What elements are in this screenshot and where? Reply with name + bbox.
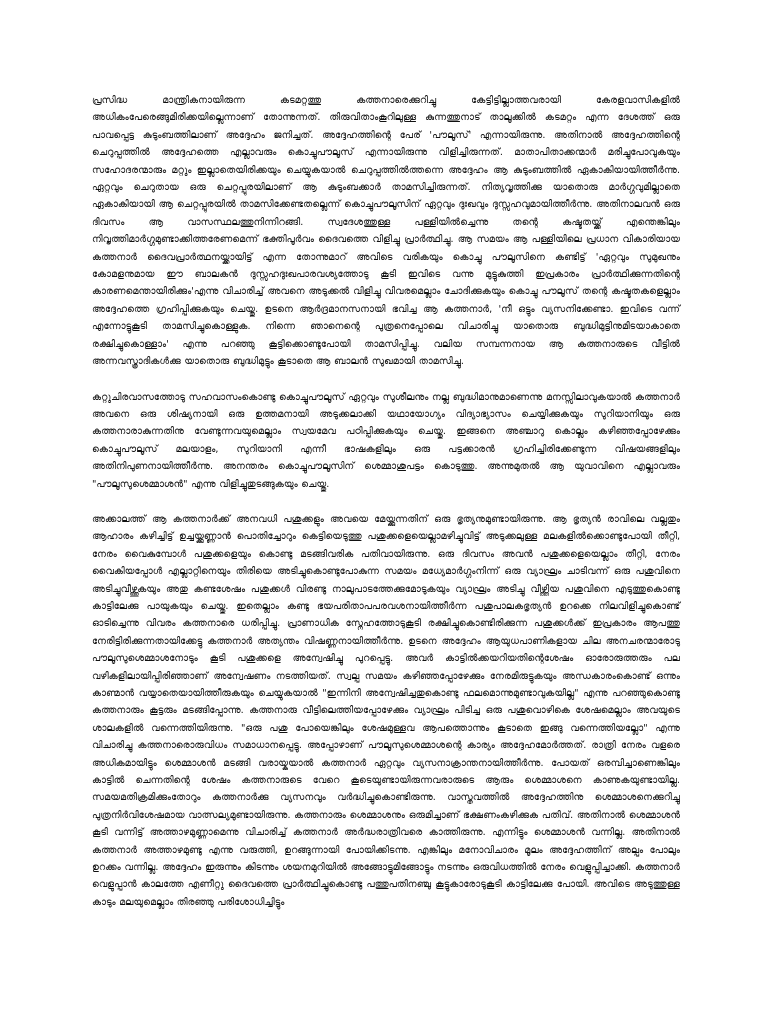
paragraph-1: പ്രസിദ്ധ മാന്ത്രികനായിരുന്ന കടമറ്റത്തു കത്തനാരെക്കുറിച്ചു കേട്ടിട്ടില്ലാത്തവരായി കേരളവാസികളിൽ അധികംപേരെങ്ങുമിരിക്കയില്ലെന്നാണ് തോന്നുന്നത്. തിരുവിതാംകൂറിലുള്ള കുന്നത്തുനാട് താലൂക്കിൽ കടമറ്റം എന്ന ദേശത്ത് ഒരു പാവപ്പെട്ട കുടുംബത്തിലാണ് അദ്ദേഹം ജനിച്ചത്. അദ്ദേഹത്തിന്റെ പേര് 'പൗലൂസ്' എന്നായിരുന്നു. അതിനാൽ അദ്ദേഹത്തിന്റെ ചെറുപ്പത്തിൽ അദ്ദേഹത്തെ എല്ലാവരും കൊച്ചുപൗലൂസ് എന്നായിരുന്നു വിളിച്ചിരുന്നത്. മാതാപിതാക്കന്മാർ മരിച്ചുപോവുകയും സഹോദരന്മാരും മറ്റും ഇല്ലാതെയിരിക്കയും ചെയ്യുകയാൽ ചെറുപ്പത്തിൽത്തന്നെ അദ്ദേഹം ആ കുടുംബത്തിൽ ഏകാകിയായിത്തീർന്നു. ഏറ്റവും ചെറുതായ ഒരു ചെറ്റപ്പുരയിലാണ് ആ കുടുംബക്കാർ താമസിച്ചിരുന്നത്. നിത്യവൃത്തിക്കു യാതൊരു മാർഗ്ഗവുമില്ലാതെ ഏകാകിയായി ആ ചെറ്റപ്പുരയിൽ താമസിക്കേണ്ടതല്ലെന്ന് കൊച്ചുപൗലൂസിന് ഏറ്റവും ദുഃഖവും ദുസ്സഹവുമായിത്തീർന്നു. അതിനാലവൻ ഒരു ദിവസം ആ വാസസ്ഥലത്തുനിന്നിറങ്ങി. സ്വദേശത്തുള്ള പള്ളിയിൽച്ചെന്നു തന്റെ കഷ്ടതയ്ക്ക് എന്തെങ്കിലും നിവൃത്തിമാർഗ്ഗമുണ്ടാക്കിത്തരേണമെന്ന് ഭക്തിപൂർവം ദൈവത്തെ വിളിച്ചു പ്രാർത്ഥിച്ചു. ആ സമയം ആ പള്ളിയിലെ പ്രധാന വികാരിയായ കത്തനാർ ദൈവപ്രാർത്ഥനയ്ക്കായിട്ട് എന്ന തോന്നുമാറ് അവിടെ വരികയും കൊച്ചു പൗലൂസിനെ കണ്ടിട്ട് 'ഏറ്റവും സുമുഖനും കോമളനുമായ ഈ ബാലകൻ ദുസ്സഹദുഃഖപാരവശ്യത്തോടു കൂടി ഇവിടെ വന്നു മുട്ടുകുത്തി ഇപ്രകാരം പ്രാർത്ഥിക്കുന്നതിന്റെ കാരണമെന്തായിരിക്കും'എന്നു വിചാരിച്ച് അവനെ അടുക്കൽ വിളിച്ചു വിവരമെല്ലാം ചോദിക്കുകയും കൊച്ചു പൗലൂസ് തന്റെ കഷ്ടതകളെല്ലാം അദ്ദേഹത്തെ ഗ്രഹിപ്പിക്കുകയും ചെയ്തു. ഉടനെ ആർദ്രമാനസനായി ഭവിച്ച ആ കത്തനാർ, 'നീ ഒട്ടും വ്യസനിക്കേണ്ടാ. ഇവിടെ വന്ന് എന്നോട്ടുകൂടി താമസിച്ചുകൊള്ളുക. നിന്നെ ഞാനെന്റെ പുത്രനെപ്പോലെ വിചാരിച്ചു യാതൊരു ബുദ്ധിമുട്ടിനുമിടയാകാതെ രക്ഷിച്ചുകൊള്ളാം' എന്നു പറഞ്ഞു കൂട്ടിക്കൊണ്ടുപോയി താമസിപ്പിച്ചു. വലിയ സമ്പന്നനായ ആ കത്തനാരുടെ വീട്ടിൽ അന്നവസ്ത്രാദികൾക്കു യാതൊരു ബുദ്ധിമുട്ടും കൂടാതെ ആ ബാലൻ സുഖമായി താമസിച്ചു. — [92, 95, 680, 368]
document-page — [92, 92, 680, 911]
paragraph-2: കറ്റുചിരവാസത്തോടു സഹവാസംകൊണ്ടു കൊച്ചുപൗലൂസ് ഏറ്റവും സുശീലനും നല്ല ബുദ്ധിമാനുമാണെന്നു മനസ്സിലാവുകയാൽ കത്തനാർ അവനെ ഒരു ശിഷ്യനായി ഒരു ഉത്തമനായി അടുക്കലാക്കി യഥായോഗ്യം വിദ്യാഭ്യാസം ചെയ്യിക്കുകയും സുറിയാനിയും ഒരു കത്തനാരാകുന്നതിനു വേണ്ടുന്നവയുമെല്ലാം സ്വയമേവ പഠിപ്പിക്കുകയും ചെയ്തു. ഇങ്ങനെ അഞ്ചാറു കൊല്ലം കഴിഞ്ഞപ്പോഴേക്കും കൊച്ചുപൗലൂസ് മലയാളം, സുറിയാനി എന്നീ ഭാഷകളിലും ഒരു പട്ടക്കാരൻ ഗ്രഹിച്ചിരിക്കേണ്ടുന്ന വിഷയങ്ങളിലും അതിനിപുണനായിത്തീർന്നു. അനന്തരം കൊച്ചുപൗലൂസിന് ശെമ്മാശുപട്ടം കൊടുത്തു. അന്നുമുതൽ ആ യുവാവിനെ എല്ലാവരും "പൗലൂസുശെമ്മാശൻ" എന്നു വിളിച്ചുതുടങ്ങുകയും ചെയ്തു. — [92, 391, 680, 490]
paragraph-3: അക്കാലത്ത് ആ കത്തനാർക്ക് അനവധി പശുക്കളും അവയെ മേയ്ക്കുന്നതിന് ഒരു ഭൃത്യനുമുണ്ടായിരുന്നു. ആ ഭൃത്യൻ രാവിലെ വല്ലതും ആഹാരം കഴിച്ചിട്ട് ഉച്ചയ്ക്കുണ്ണാൻ പൊതിച്ചോറും കെട്ടിയെടുത്തു പശുക്കളെയെല്ലാമഴിച്ചുവിട്ട് അടുക്കലുള്ള മലകളിൽക്കൊണ്ടുപോയി തീറ്റി, നേരം വൈകുമ്പോൾ പശുക്കളെയും കൊണ്ടു മടങ്ങിവരിക പതിവായിരുന്നു. ഒരു ദിവസം അവൻ പശുക്കളെയെല്ലാം തീറ്റി, നേരം വൈകിയപ്പോൾ എല്ലാറ്റിനെയും തിരിയെ അടിച്ചുകൊണ്ടുപോകുന്ന സമയം മധ്യേമാർഗ്ഗംനിന്ന് ഒരു വ്യാഘ്രം ചാടിവന്ന് ഒരു പശുവിനെ അടിച്ചുവീഴ്ത്തുകയും അതു കണ്ടശേഷം പശുക്കൾ വിരണ്ടു നാലുപാടത്തേക്കുമോടുകയും വ്യാഘ്രം അടിച്ചു വീഴ്ത്തിയ പശുവിനെ എടുത്തുകൊണ്ടു കാട്ടിലേക്കു പായുകയും ചെയ്തു. ഇതെല്ലാം കണ്ടു ഭയപരിതാപപരവശനായിത്തീർന്ന പശുപാലകഭൃത്യൻ ഉറക്കെ നിലവിളിച്ചുകൊണ്ട് ഓടിച്ചെന്നു വിവരം കത്തനാരെ ധരിപ്പിച്ചു. പ്രാണാധിക സ്നേഹത്തോടുകൂടി രക്ഷിച്ചുകൊണ്ടിരിക്കുന്ന പശുക്കൾക്ക് ഇപ്രകാരം ആപത്തു നേരിട്ടിരിക്കുന്നതായിക്കേട്ടു കത്തനാർ അത്യന്തം വിഷണ്ണനായിത്തീർന്നു. ഉടനെ അദ്ദേഹം ആയുധപാണികളായ ചില അനചരന്മാരോടു പൗലൂസുശെമ്മാശനോടും കൂടി പശുക്കളെ അന്വേഷിച്ചു പുറപ്പെട്ടു. അവർ കാട്ടിൽക്കയറിയതിന്റെശേഷം ഓരോരുത്തരും പല വഴികളിലായിപ്പിരിഞ്ഞാണ് അന്വേഷണം നടത്തിയത്. സ്വല്പ സമയം കഴിഞ്ഞപ്പോഴേക്കും നേരമിരുട്ടുകയും അന്ധകാരംകൊണ്ട് ഒന്നും കാണ്മാൻ വയ്യാതെയായിത്തീരുകയും ചെയ്യുകയാൽ "ഇന്നിനി അന്വേഷിച്ചതുകൊണ്ടു ഫലമൊന്നുമുണ്ടാവുകയില്ല" എന്നു പറഞ്ഞുകൊണ്ടു കത്തനാരും കൂട്ടരും മടങ്ങിപ്പോന്നു. കത്തനാരു വീട്ടിലെത്തിയപ്പോഴേക്കും വ്യാഘ്രം പിടിച്ച ഒരു പശുവൊഴികെ ശേഷമെല്ലാം അവയുടെ ശാലകളിൽ വന്നെത്തിയിരുന്നു. "ഒരു പശു പോയെങ്കിലും ശേഷമുള്ളവ ആപത്തൊന്നും കൂടാതെ ഇങ്ങു വന്നെത്തിയല്ലോ" എന്നു വിചാരിച്ചു കത്തനാരൊരുവിധം സമാധാനപ്പെട്ടു. അപ്പോഴാണ് പൗലൂസുശെമ്മാശന്റെ കാര്യം അദ്ദേഹമോർത്തത്. രാത്രി നേരം വളരെ അധികമായിട്ടും ശെമ്മാശൻ മടങ്ങി വരായ്കയാൽ കത്തനാർ ഏറ്റവും വ്യസനാക്രാന്തനായിത്തീർന്നു. പോയത് ഒരമ്പിച്ചാണെങ്കിലും കാട്ടിൽ ചെന്നതിന്റെ ശേഷം കത്തനാരുടെ വേറെ കൂടെയുണ്ടായിരുന്നവരാരുടെ ആരും ശെമ്മാശനെ കാണുകയുണ്ടായില്ല. സമയമതിക്രമിക്കുംതോറും കത്തനാർക്കു വ്യസനവും വർദ്ധിച്ചുകൊണ്ടിരുന്നു. വാസ്തവത്തിൽ അദ്ദേഹത്തിനു ശെമ്മാശനെക്കുറിച്ചു പുത്രനിർവിശേഷമായ വാത്സല്യമുണ്ടായിരുന്നു. കത്തനാരും ശെമ്മാശനും ഒരുമിച്ചാണ് ഭക്ഷണംകഴിക്കുക പതിവ്. അതിനാൽ ശെമ്മാശൻ കൂടി വന്നിട്ട് അത്താഴമുണ്ണാമെന്നു വിചാരിച്ച് കത്തനാർ അർദ്ധരാത്രിവരെ കാത്തിരുന്നു. എന്നിട്ടും ശെമ്മാശൻ വന്നില്ല. അതിനാൽ കത്തനാർ അത്താഴമുണ്ടു എന്നു വരുത്തി, ഉറങ്ങുന്നായി പോയിക്കിടന്നു. എങ്കിലും മനോവിചാരം മൂലം അദ്ദേഹത്തിന് അല്പം പോലും ഉറക്കം വന്നില്ല. അദ്ദേഹം ഇരുന്നും കിടന്നും ശയനമുറിയിൽ അങ്ങോട്ടുമിങ്ങോട്ടും നടന്നും ഒരുവിധത്തിൽ നേരം വെളുപ്പിച്ചാക്കി. കത്തനാർ വെളുപ്പാൻ കാലത്തേ എണീറ്റു ദൈവത്തെ പ്രാർത്ഥിച്ചുകൊണ്ടു പത്തുപതിനഞ്ചു കൂട്ടുകാരോടുകൂടി കാട്ടിലേക്കു പോയി. അവിടെ അടുത്തുള്ള കാടും മലയുമെല്ലാം തിരഞ്ഞു പരിശോധിച്ചിട്ടും — [92, 513, 680, 908]
